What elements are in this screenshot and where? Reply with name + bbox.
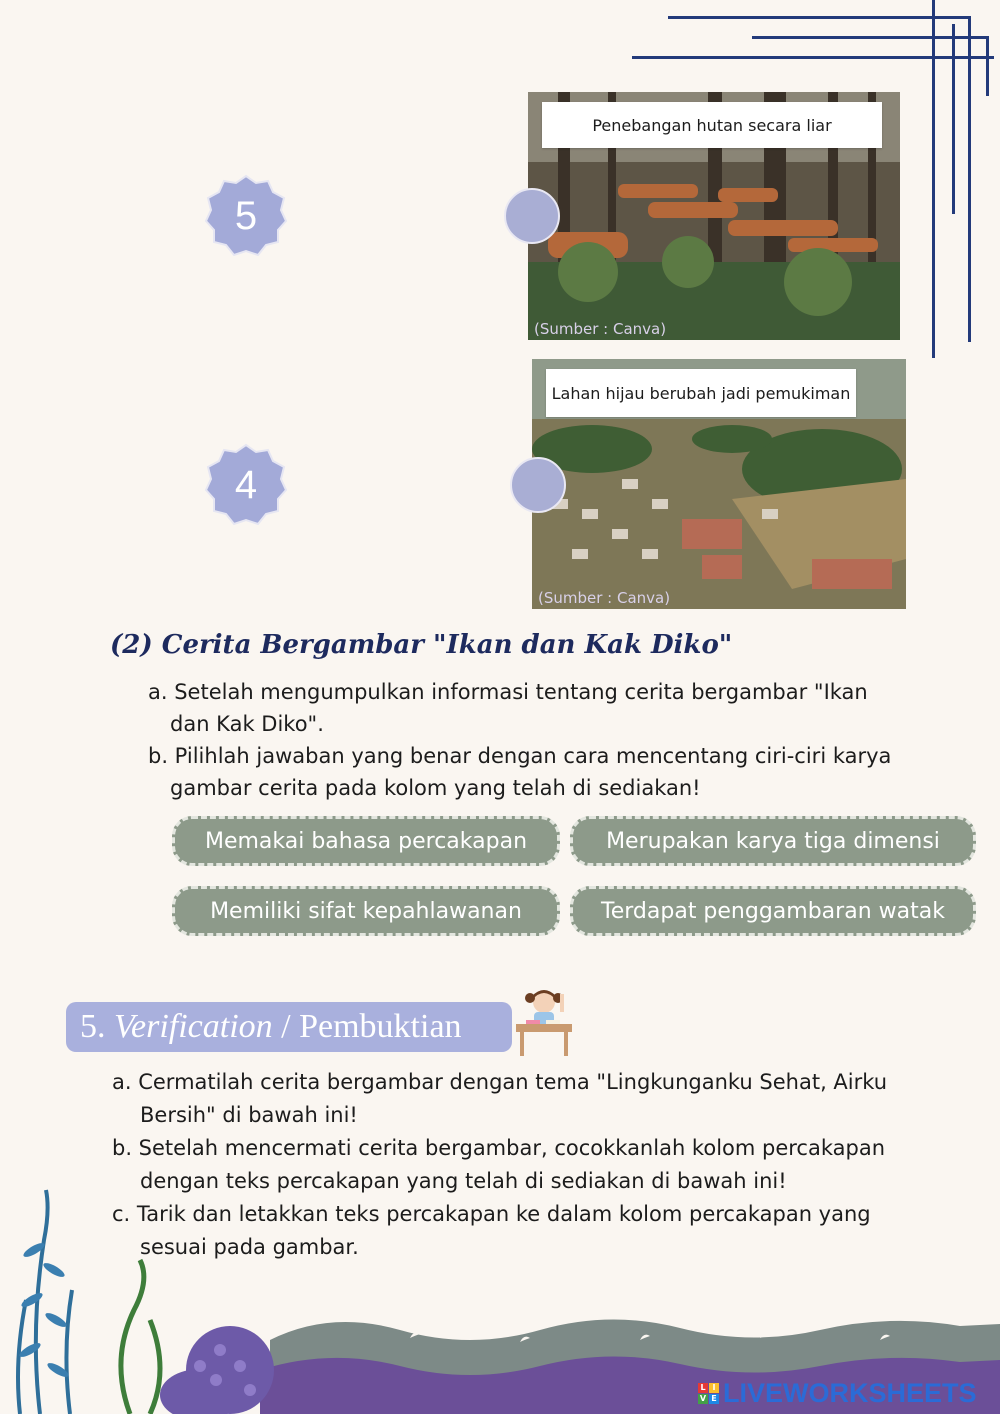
photo-source: (Sumber : Canva) — [534, 320, 667, 338]
liveworksheets-logo-text: LIVEWORKSHEETS — [723, 1377, 977, 1408]
match-dot-2[interactable] — [510, 457, 566, 513]
number-badge-4 — [204, 443, 288, 527]
liveworksheets-logo-mark: L I V E — [698, 1383, 719, 1404]
instruction-a-line1: a. Setelah mengumpulkan informasi tentang cerita bergambar "Ikan — [148, 680, 868, 704]
section-5-number: 5. — [80, 1008, 106, 1045]
choice-penggambaran-watak[interactable]: Terdapat penggambaran watak — [570, 886, 976, 936]
section-5-title-rest: / Pembuktian — [281, 1008, 462, 1045]
section-5-banner — [66, 1002, 512, 1052]
number-badge-5 — [204, 174, 288, 258]
badge-number: 5 — [234, 193, 258, 238]
instruction-b-line2: dengan teks percakapan yang telah di sediakan di bawah ini! — [140, 1169, 787, 1193]
photo-settlement — [532, 359, 906, 609]
student-desk-illustration — [512, 984, 576, 1058]
instruction-a-line2: Bersih" di bawah ini! — [140, 1103, 358, 1127]
photo-deforestation — [528, 92, 900, 340]
match-dot-1[interactable] — [504, 188, 560, 244]
choice-karya-tiga-dimensi[interactable]: Merupakan karya tiga dimensi — [570, 816, 976, 866]
section-2-instructions — [148, 676, 928, 804]
instruction-a-line1: a. Cermatilah cerita bergambar dengan tema "Lingkunganku Sehat, Airku — [112, 1070, 888, 1094]
instruction-a-line2: dan Kak Diko". — [170, 712, 324, 736]
instruction-b-line1: b. Setelah mencermati cerita bergambar, cocokkanlah kolom percakapan — [112, 1136, 886, 1160]
choice-sifat-kepahlawanan[interactable]: Memiliki sifat kepahlawanan — [172, 886, 560, 936]
choice-memakai-bahasa[interactable]: Memakai bahasa percakapan — [172, 816, 560, 866]
liveworksheets-logo — [698, 1378, 977, 1408]
instruction-b-line1: b. Pilihlah jawaban yang benar dengan cara mencentang ciri-ciri karya — [148, 744, 892, 768]
instruction-c-line2: sesuai pada gambar. — [140, 1235, 359, 1259]
instruction-b-line2: gambar cerita pada kolom yang telah di sediakan! — [170, 776, 701, 800]
section-2-title: (2) Cerita Bergambar "Ikan dan Kak Diko" — [110, 630, 733, 660]
instruction-c-line1: c. Tarik dan letakkan teks percakapan ke dalam kolom percakapan yang — [112, 1202, 871, 1226]
section-5-title-italic: Verification — [114, 1008, 273, 1045]
badge-number: 4 — [234, 462, 258, 507]
photo-caption: Penebangan hutan secara liar — [542, 102, 882, 148]
photo-caption: Lahan hijau berubah jadi pemukiman — [546, 369, 856, 417]
photo-source: (Sumber : Canva) — [538, 589, 671, 607]
